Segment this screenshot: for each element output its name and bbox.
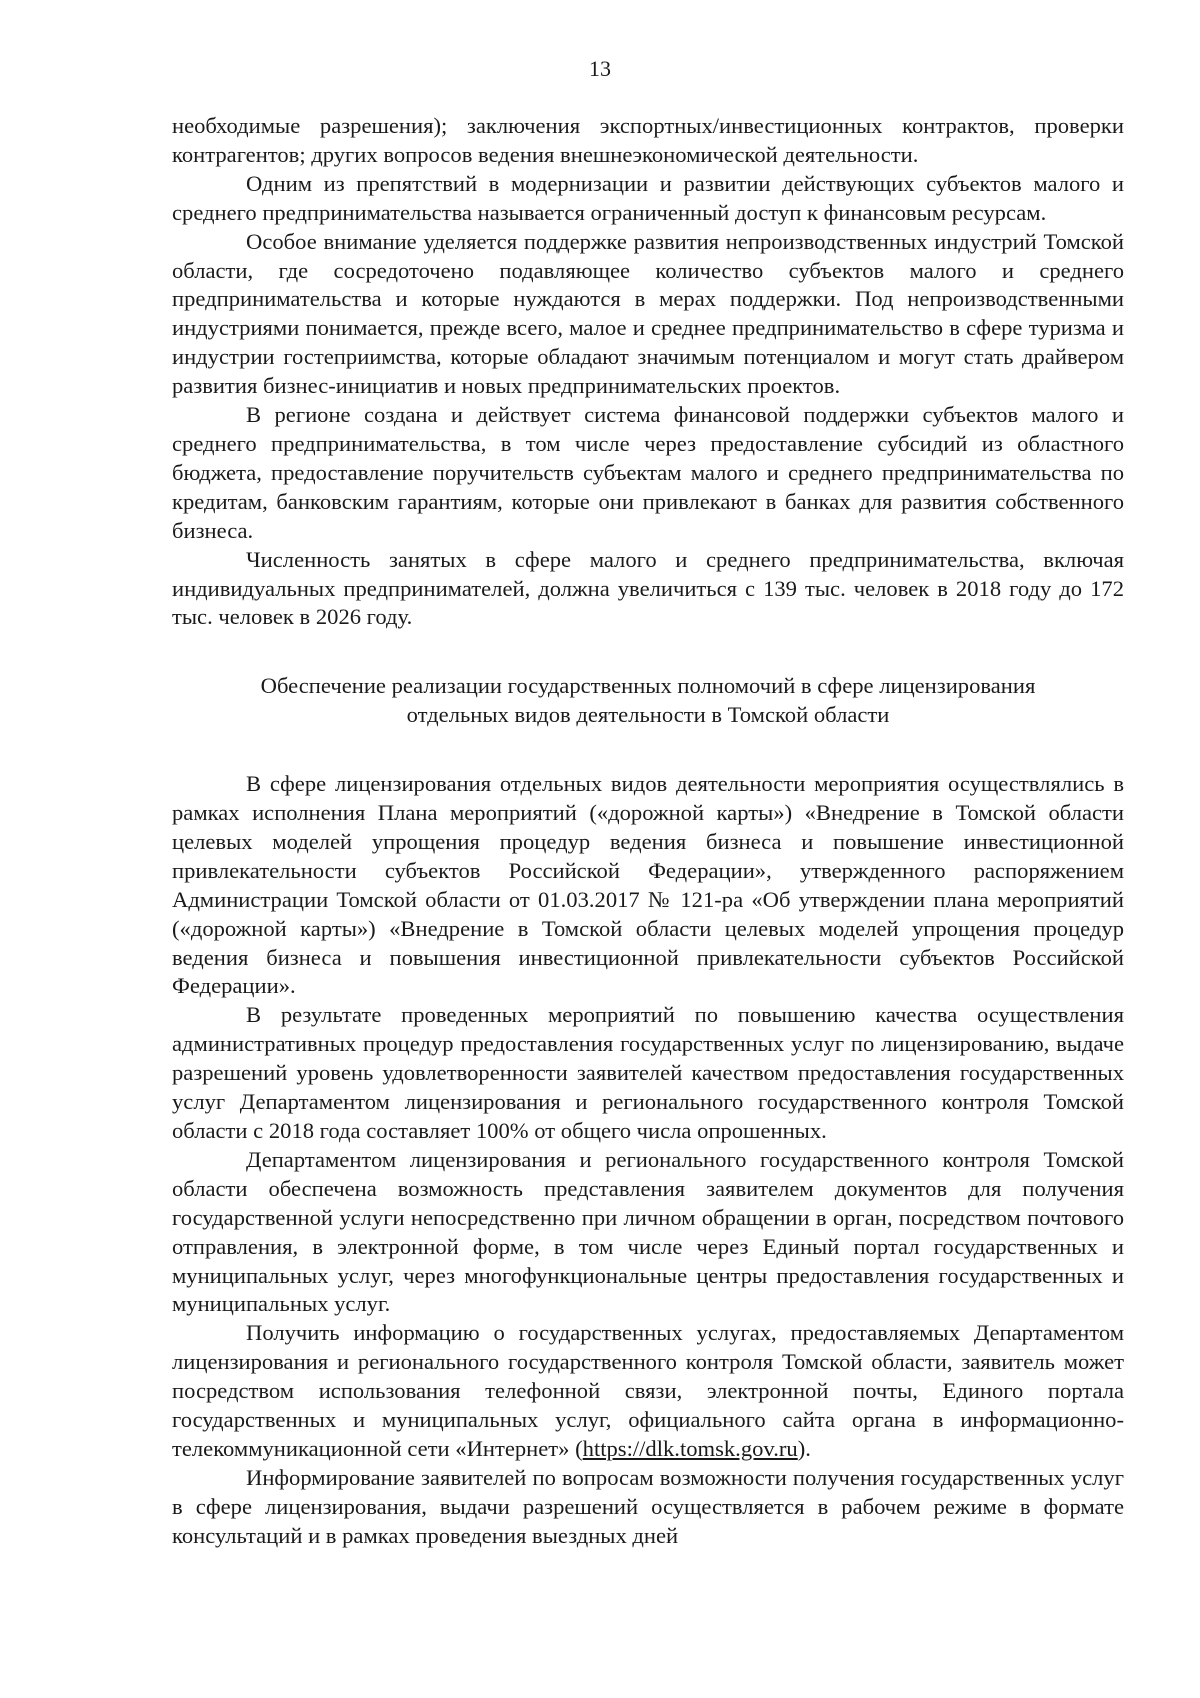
paragraph-9 — [172, 1319, 1124, 1464]
paragraph-9-end: ). — [797, 1435, 811, 1461]
paragraph-6: В сфере лицензирования отдельных видов деятельности мероприятия осуществлялись в рамках исполнения Плана мероприятий («дорожной карты») «Внедрение в Томской области целевых моделей упрощения процедур ведения бизнеса и повышение инвестиционной привлекательности субъектов Российской Федерации», утвержденного распоряжением Администрации Томской области от 01.03.2017 № 121-ра «Об утверждении плана мероприятий («дорожной карты») «Внедрение в Томской области целевых моделей упрощения процедур ведения бизнеса и повышения инвестиционной привлекательности субъектов Российской Федерации». — [172, 771, 1124, 999]
section-heading-line-1: Обеспечение реализации государственных полномочий в сфере лицензирования — [260, 673, 1036, 699]
paragraph-9-text: Получить информацию о государственных услугах, предоставляемых Департаментом лицензирования и регионального государственного контроля Томской области, заявитель может посредством использования телефонной связи, электронной почты, Единого портала государственных и муниципальных услуг, официального сайта органа в информационно-телекоммуникационной сети «Интернет» ( — [172, 1320, 1124, 1461]
dlk-site-link[interactable]: https://dlk.tomsk.gov.ru — [582, 1435, 798, 1461]
document-body — [172, 112, 1124, 1551]
paragraph-10: Информирование заявителей по вопросам возможности получения государственных услуг в сфере лицензирования, выдачи разрешений осуществляется в рабочем режиме в формате консультаций и в рамках проведения выездных дней — [172, 1464, 1124, 1548]
paragraph-5: Численность занятых в сфере малого и среднего предпринимательства, включая индивидуальных предпринимателей, должна увеличиться с 139 тыс. человек в 2018 году до 172 тыс. человек в 2026 году. — [172, 546, 1124, 630]
paragraph-1: необходимые разрешения); заключения экспортных/инвестиционных контрактов, проверки контрагентов; других вопросов ведения внешнеэкономической деятельности. — [172, 113, 1124, 167]
page-number: 13 — [589, 56, 611, 81]
paragraph-4: В регионе создана и действует система финансовой поддержки субъектов малого и среднего предпринимательства, в том числе через предоставление субсидий из областного бюджета, предоставление поручительств субъектам малого и среднего предпринимательства по кредитам, банковским гарантиям, которые они привлекают в банках для развития собственного бизнеса. — [172, 402, 1124, 543]
section-heading — [172, 672, 1124, 730]
section-heading-line-2: отдельных видов деятельности в Томской области — [406, 702, 890, 728]
paragraph-8: Департаментом лицензирования и регионального государственного контроля Томской области обеспечена возможность представления заявителем документов для получения государственной услуги непосредственно при личном обращении в орган, посредством почтового отправления, в электронной форме, в том числе через Единый портал государственных и муниципальных услуг, через многофункциональные центры предоставления государственных и муниципальных услуг. — [172, 1146, 1124, 1317]
paragraph-2: Одним из препятствий в модернизации и развитии действующих субъектов малого и среднего предпринимательства называется ограниченный доступ к финансовым ресурсам. — [172, 170, 1124, 225]
paragraph-7: В результате проведенных мероприятий по повышению качества осуществления административных процедур предоставления государственных услуг по лицензированию, выдаче разрешений уровень удовлетворенности заявителей качеством предоставления государственных услуг Департаментом лицензирования и регионального государственного контроля Томской области с 2018 года составляет 100% от общего числа опрошенных. — [172, 1002, 1124, 1143]
paragraph-3: Особое внимание уделяется поддержке развития непроизводственных индустрий Томской области, где сосредоточено подавляющее количество субъектов малого и среднего предпринимательства и которые нуждаются в мерах поддержки. Под непроизводственными индустриями понимается, прежде всего, малое и среднее предпринимательство в сфере туризма и индустрии гостеприимства, которые обладают значимым потенциалом и могут стать драйвером развития бизнес-инициатив и новых предпринимательских проектов. — [172, 228, 1124, 399]
